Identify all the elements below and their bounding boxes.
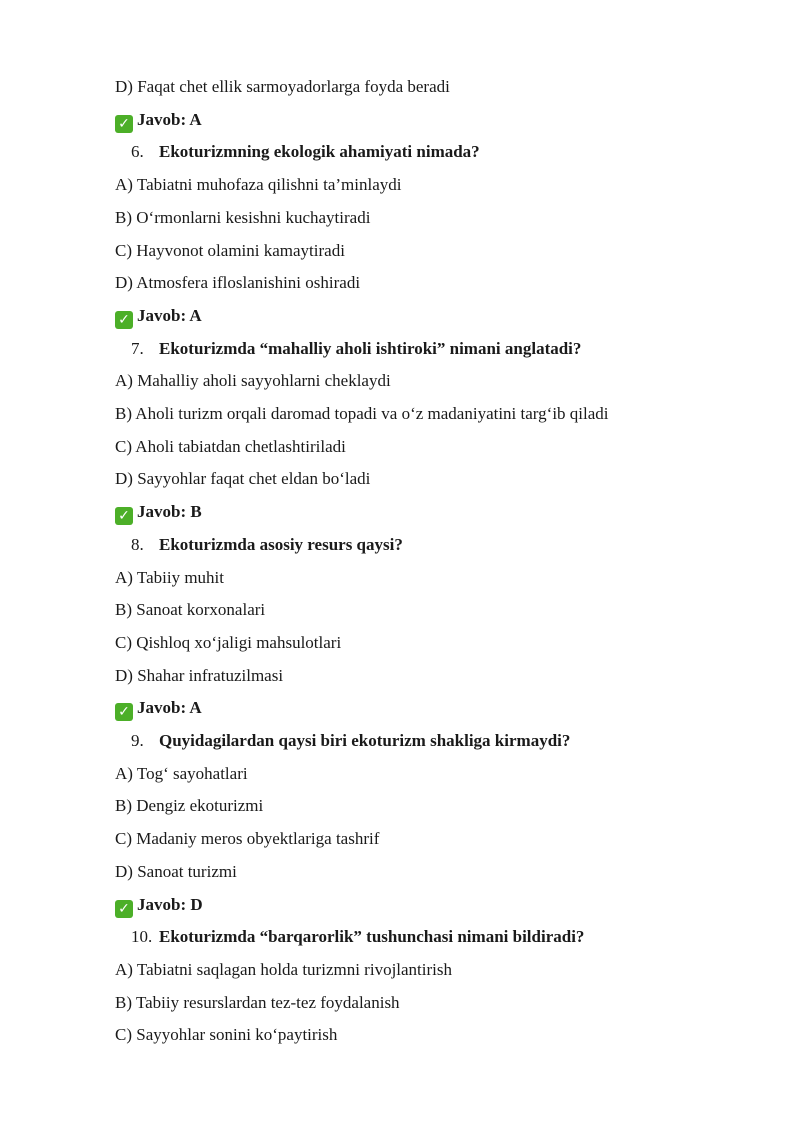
answer-option: A) Tabiatni muhofaza qilishni ta’minlaydi xyxy=(115,175,402,194)
answer-option: C) Hayvonot olamini kamaytiradi xyxy=(115,241,345,260)
answer-option: B) O‘rmonlarni kesishni kuchaytiradi xyxy=(115,208,371,227)
answer-option: A) Tog‘ sayohatlari xyxy=(115,764,248,783)
question-number: 6. xyxy=(131,142,144,161)
correct-answer xyxy=(115,893,203,917)
answer-option: B) Dengiz ekoturizmi xyxy=(115,796,264,815)
question-text: Ekoturizmda “barqarorlik” tushunchasi nimani bildiradi? xyxy=(159,927,585,946)
answer-label: Javob: B xyxy=(137,502,202,521)
correct-answer xyxy=(115,304,202,328)
check-mark-icon: ✓ xyxy=(115,115,133,133)
question-number: 7. xyxy=(131,339,144,358)
check-mark-icon: ✓ xyxy=(115,507,133,525)
question-heading xyxy=(131,729,570,753)
answer-option: C) Madaniy meros obyektlariga tashrif xyxy=(115,829,380,848)
correct-answer xyxy=(115,696,202,720)
question-number: 8. xyxy=(131,535,144,554)
answer-option: D) Atmosfera ifloslanishini oshiradi xyxy=(115,273,361,292)
answer-option: D) Shahar infratuzilmasi xyxy=(115,666,284,685)
question-text: Ekoturizmda “mahalliy aholi ishtiroki” nimani anglatadi? xyxy=(159,339,582,358)
question-heading xyxy=(131,140,480,164)
answer-option: D) Sayyohlar faqat chet eldan bo‘ladi xyxy=(115,469,371,488)
answer-label: Javob: A xyxy=(137,698,202,717)
answer-option: C) Aholi tabiatdan chetlashtiriladi xyxy=(115,437,346,456)
question-text: Ekoturizmda asosiy resurs qaysi? xyxy=(159,535,403,554)
answer-option: B) Tabiiy resurslardan tez-tez foydalanish xyxy=(115,993,400,1012)
question-text: Ekoturizmning ekologik ahamiyati nimada? xyxy=(159,142,480,161)
answer-label: Javob: D xyxy=(137,895,203,914)
correct-answer xyxy=(115,500,202,524)
answer-option: D) Faqat chet ellik sarmoyadorlarga foyda beradi xyxy=(115,77,450,96)
answer-option: B) Sanoat korxonalari xyxy=(115,600,266,619)
question-number: 10. xyxy=(131,927,153,946)
check-mark-icon: ✓ xyxy=(115,311,133,329)
check-mark-icon: ✓ xyxy=(115,900,133,918)
answer-label: Javob: A xyxy=(137,306,202,325)
question-heading xyxy=(131,337,581,361)
answer-label: Javob: A xyxy=(137,110,202,129)
answer-option: C) Qishloq xo‘jaligi mahsulotlari xyxy=(115,633,342,652)
answer-option: A) Tabiiy muhit xyxy=(115,568,224,587)
question-heading xyxy=(131,533,403,557)
answer-option: B) Aholi turizm orqali daromad topadi va o‘z madaniyatini targ‘ib qiladi xyxy=(115,404,609,423)
question-heading xyxy=(131,925,584,949)
answer-option: C) Sayyohlar sonini ko‘paytirish xyxy=(115,1025,338,1044)
correct-answer xyxy=(115,108,202,132)
answer-option: A) Mahalliy aholi sayyohlarni cheklaydi xyxy=(115,371,391,390)
check-mark-icon: ✓ xyxy=(115,703,133,721)
question-text: Quyidagilardan qaysi biri ekoturizm shakliga kirmaydi? xyxy=(159,731,571,750)
answer-option: D) Sanoat turizmi xyxy=(115,862,237,881)
answer-option: A) Tabiatni saqlagan holda turizmni rivojlantirish xyxy=(115,960,453,979)
question-number: 9. xyxy=(131,731,144,750)
